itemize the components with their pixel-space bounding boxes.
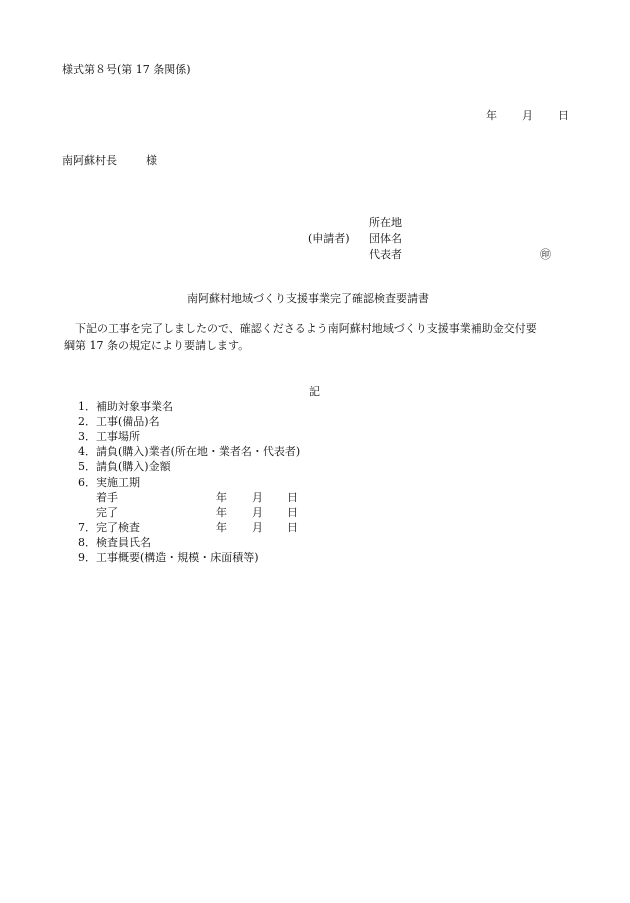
date-day: 日 [558, 109, 569, 122]
item-number: 2． [78, 415, 96, 429]
item-number: 5． [78, 460, 96, 474]
item-label: 実施工期 [96, 475, 140, 489]
applicant-rep-label: 代表者 [369, 248, 402, 261]
item-label: 完了検査 [96, 520, 140, 534]
item-day: 日 [287, 490, 298, 504]
date-month: 月 [522, 109, 533, 122]
item-label: 完了 [96, 505, 118, 519]
form-number: 様式第８号(第 17 条関係) [62, 63, 191, 76]
item-number: 6． [78, 475, 96, 489]
item-label: 着手 [96, 490, 118, 504]
item-month: 月 [252, 505, 263, 519]
item-number: 9． [78, 551, 96, 564]
item-number: 4． [78, 445, 96, 459]
item-label: 検査員氏名 [96, 535, 151, 549]
item-label: 補助対象事業名 [96, 400, 173, 413]
item-label: 工事場所 [96, 430, 140, 444]
seal-mark: ㊞ [540, 248, 551, 261]
body-line-2: 綱第 17 条の規定により要請します。 [64, 339, 250, 352]
addressee-honorific: 様 [146, 154, 157, 167]
item-number: 3． [78, 430, 96, 444]
item-year: 年 [216, 505, 227, 519]
applicant-org-label: 団体名 [369, 232, 402, 245]
addressee-name: 南阿蘇村長 [62, 154, 117, 167]
item-month: 月 [252, 520, 263, 534]
item-year: 年 [216, 520, 227, 534]
item-number: 7． [78, 520, 96, 534]
item-day: 日 [287, 520, 298, 534]
applicant-role: (申請者) [308, 232, 350, 245]
body-line-1: 下記の工事を完了しましたので、確認くださるよう南阿蘇村地域づくり支援事業補助金交付要 [75, 322, 537, 335]
item-day: 日 [287, 505, 298, 519]
item-year: 年 [216, 490, 227, 504]
item-label: 請負(購入)金額 [96, 460, 171, 474]
item-number: 8． [78, 535, 96, 549]
item-month: 月 [252, 490, 263, 504]
ki-heading: 記 [309, 385, 320, 398]
item-label: 請負(購入)業者(所在地・業者名・代表者) [96, 445, 301, 459]
item-label: 工事(備品)名 [96, 415, 160, 429]
date-year: 年 [486, 109, 497, 122]
item-label: 工事概要(構造・規模・床面積等) [96, 551, 259, 564]
item-number: 1． [78, 400, 96, 413]
applicant-address-label: 所在地 [369, 216, 402, 229]
document-title: 南阿蘇村地域づくり支援事業完了確認検査要請書 [187, 292, 429, 305]
